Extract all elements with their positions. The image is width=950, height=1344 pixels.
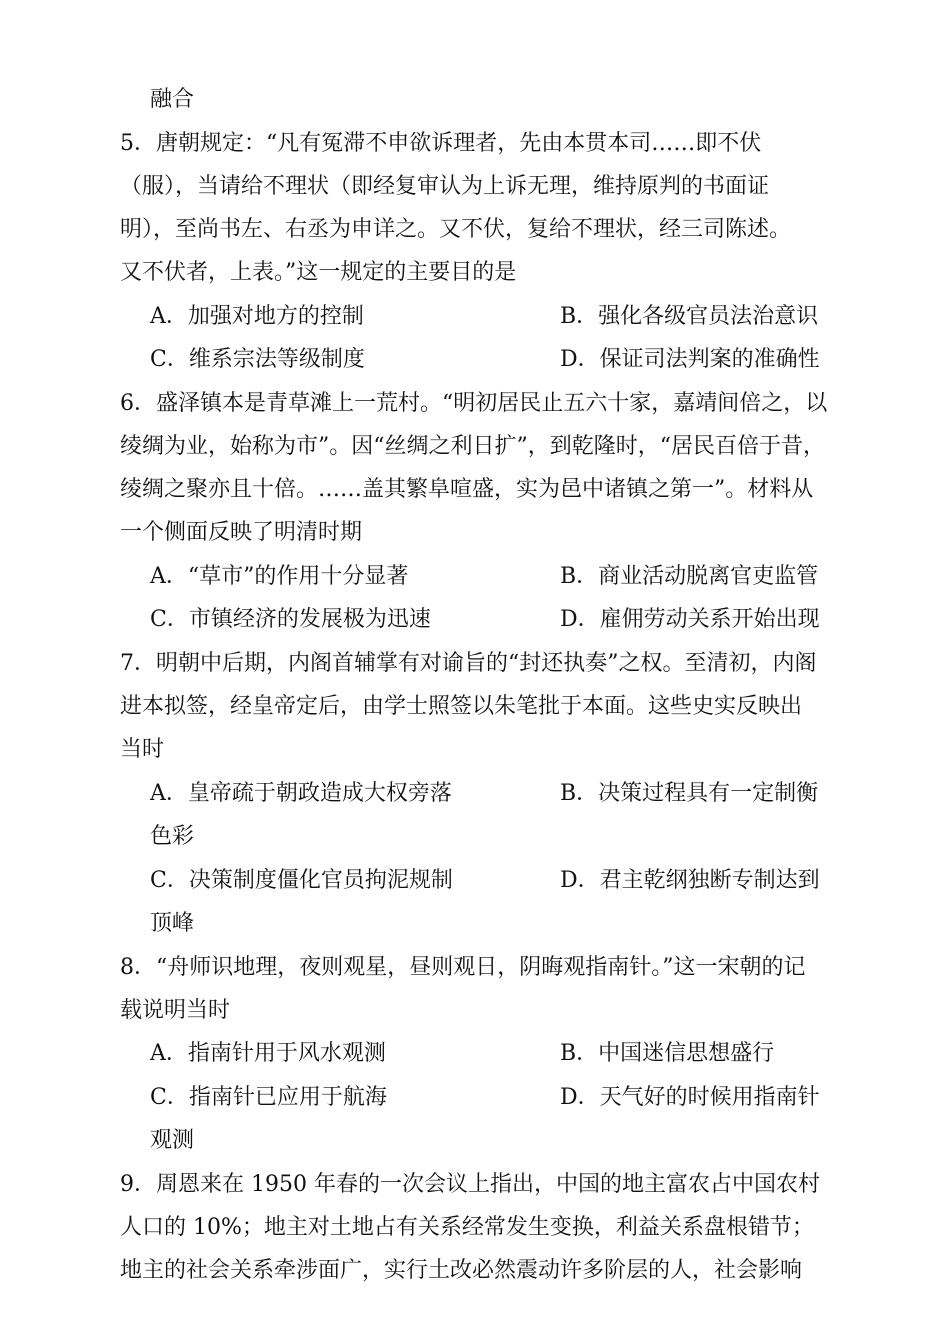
question-9-line-1: 9．周恩来在 1950 年春的一次会议上指出，中国的地主富农占中国农村 [120,1172,820,1197]
question-7-option-d: D．君主乾纲独断专制达到 [560,868,820,893]
question-5-option-b: B．强化各级官员法治意识 [560,304,819,329]
question-7-option-a: A．皇帝疏于朝政造成大权旁落 [150,781,452,806]
question-7-line-3: 当时 [120,737,165,762]
question-7-line-2: 进本拟签，经皇帝定后，由学士照签以朱笔批于本面。这些史实反映出 [120,694,803,719]
question-8-line-2: 载说明当时 [120,998,231,1023]
question-7-option-b-continued: 色彩 [150,824,195,849]
question-7-line-1: 7．明朝中后期，内阁首辅掌有对谕旨的“封还执奏”之权。至清初，内阁 [120,651,817,676]
question-5-line-4: 又不伏者，上表。”这一规定的主要目的是 [120,260,517,285]
question-5-line-1: 5．唐朝规定：“凡有冤滞不申欲诉理者，先由本贯本司……即不伏 [120,131,762,156]
question-6-line-1: 6．盛泽镇本是青草滩上一荒村。“明初居民止五六十家，嘉靖间倍之，以 [120,391,828,416]
question-5-option-a: A．加强对地方的控制 [150,304,364,329]
question-9-line-2: 人口的 10%；地主对土地占有关系经常发生变换，利益关系盘根错节； [120,1215,814,1240]
question-7-option-c: C．决策制度僵化官员拘泥规制 [150,868,453,893]
question-6-option-c: C．市镇经济的发展极为迅速 [150,607,431,632]
question-5-line-3: 明），至尚书左、右丞为申详之。又不伏，复给不理状，经三司陈述。 [120,217,792,242]
question-9-line-3: 地主的社会关系牵涉面广，实行土改必然震动许多阶层的人，社会影响 [120,1258,803,1283]
question-8-option-b: B．中国迷信思想盛行 [560,1041,775,1066]
continuation-text: 融合 [150,87,195,112]
question-8-option-c: C．指南针已应用于航海 [150,1085,387,1110]
question-7-option-d-continued: 顶峰 [150,911,195,936]
question-5-option-c: C．维系宗法等级制度 [150,347,365,372]
question-6-option-d: D．雇佣劳动关系开始出现 [560,607,820,632]
question-8-line-1: 8．“舟师识地理，夜则观星，昼则观日，阴晦观指南针。”这一宋朝的记 [120,955,806,980]
question-8-option-d-continued: 观测 [150,1128,195,1153]
question-5-line-2: （服），当请给不理状（即经复审认为上诉无理，维持原判的书面证 [120,174,770,199]
question-8-option-a: A．指南针用于风水观测 [150,1041,386,1066]
question-5-option-d: D．保证司法判案的准确性 [560,347,820,372]
question-6-line-2: 绫绸为业，始称为市”。因“丝绸之利日扩”，到乾隆时，“居民百倍于昔， [120,434,825,459]
question-7-option-b: B．决策过程具有一定制衡 [560,781,819,806]
question-8-option-d: D．天气好的时候用指南针 [560,1085,820,1110]
question-6-line-4: 一个侧面反映了明清时期 [120,520,363,545]
question-6-line-3: 绫绸之聚亦且十倍。……盖其繁阜喧盛，实为邑中诸镇之第一”。材料从 [120,477,814,502]
question-6-option-b: B．商业活动脱离官吏监管 [560,564,819,589]
question-6-option-a: A．“草市”的作用十分显著 [150,564,409,589]
